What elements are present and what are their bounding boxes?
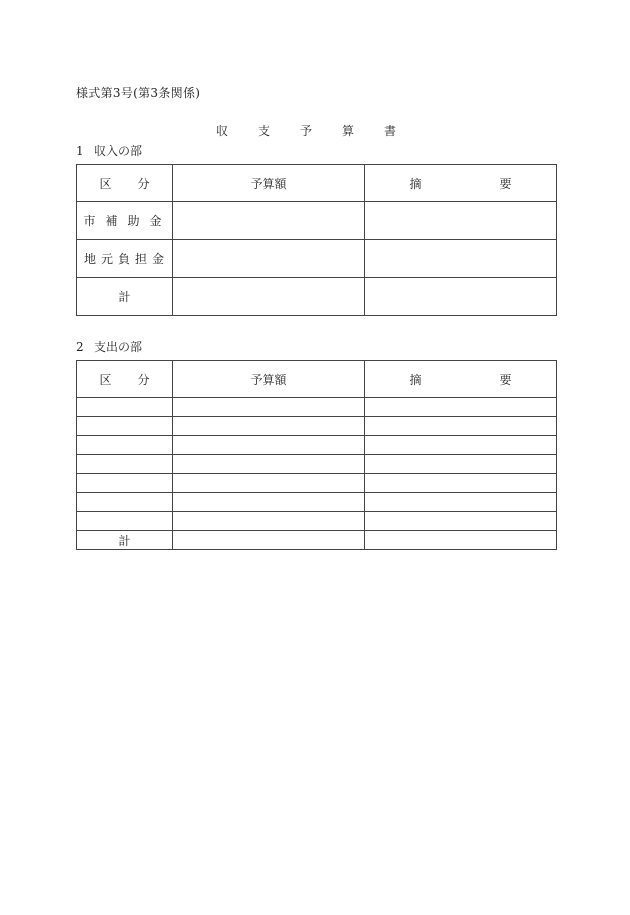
summary-cell[interactable] [365, 455, 557, 474]
budget-cell[interactable] [173, 531, 365, 550]
section-number: 2 [76, 340, 84, 354]
summary-cell[interactable] [365, 417, 557, 436]
income-table [76, 164, 557, 316]
category-cell[interactable] [77, 512, 173, 531]
total-label: 計 [77, 531, 173, 550]
budget-cell[interactable] [173, 436, 365, 455]
summary-cell[interactable] [365, 278, 557, 316]
budget-cell[interactable] [173, 512, 365, 531]
summary-cell[interactable] [365, 240, 557, 278]
table-row [77, 474, 557, 493]
document-title [216, 122, 396, 139]
header-category: 区 分 [77, 361, 173, 398]
budget-cell[interactable] [173, 278, 365, 316]
budget-cell[interactable] [173, 493, 365, 512]
section-title: 収入の部 [94, 144, 143, 158]
budget-cell[interactable] [173, 417, 365, 436]
summary-cell[interactable] [365, 531, 557, 550]
expense-table [76, 360, 557, 550]
category-cell[interactable] [77, 493, 173, 512]
budget-cell[interactable] [173, 455, 365, 474]
summary-cell[interactable] [365, 398, 557, 417]
budget-cell[interactable] [173, 202, 365, 240]
title-char: 算 [342, 124, 355, 138]
title-char: 支 [258, 124, 271, 138]
header-budget: 予算額 [173, 165, 365, 202]
title-char: 予 [300, 124, 313, 138]
row-category: 地元負担金 [77, 240, 173, 278]
table-header-row [77, 165, 557, 202]
row-category: 計 [77, 278, 173, 316]
income-section-heading [76, 142, 142, 159]
header-budget: 予算額 [173, 361, 365, 398]
summary-cell[interactable] [365, 202, 557, 240]
table-row [77, 417, 557, 436]
table-row [77, 436, 557, 455]
budget-cell[interactable] [173, 240, 365, 278]
table-row [77, 240, 557, 278]
table-row [77, 202, 557, 240]
row-category: 市補助金 [77, 202, 173, 240]
summary-cell[interactable] [365, 493, 557, 512]
summary-cell[interactable] [365, 474, 557, 493]
table-row [77, 493, 557, 512]
expense-section-heading [76, 338, 142, 355]
table-row [77, 455, 557, 474]
category-cell[interactable] [77, 436, 173, 455]
header-summary: 摘 要 [365, 361, 557, 398]
category-cell[interactable] [77, 398, 173, 417]
budget-cell[interactable] [173, 398, 365, 417]
section-number: 1 [76, 144, 84, 158]
section-title: 支出の部 [94, 340, 143, 354]
total-row [77, 531, 557, 550]
summary-cell[interactable] [365, 436, 557, 455]
table-row [77, 278, 557, 316]
table-header-row [77, 361, 557, 398]
header-category: 区 分 [77, 165, 173, 202]
title-char: 収 [216, 124, 229, 138]
form-number: 様式第3号(第3条関係) [76, 86, 201, 100]
header-summary: 摘 要 [365, 165, 557, 202]
category-cell[interactable] [77, 474, 173, 493]
category-cell[interactable] [77, 417, 173, 436]
table-row [77, 512, 557, 531]
title-char: 書 [384, 124, 397, 138]
summary-cell[interactable] [365, 512, 557, 531]
category-cell[interactable] [77, 455, 173, 474]
table-row [77, 398, 557, 417]
budget-cell[interactable] [173, 474, 365, 493]
